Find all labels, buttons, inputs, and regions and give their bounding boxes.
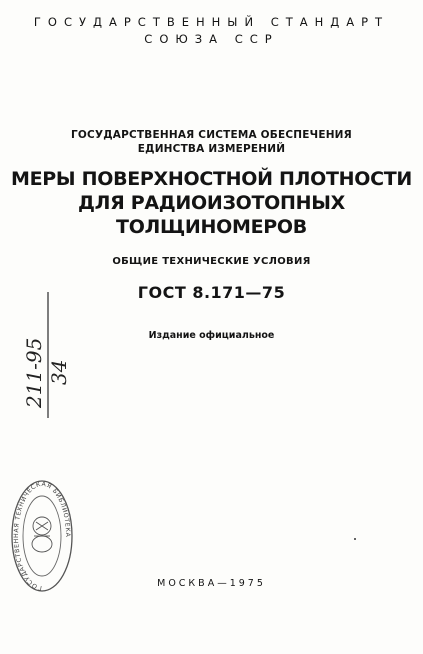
title-line-1: МЕРЫ ПОВЕРХНОСТНОЙ ПЛОТНОСТИ <box>11 168 412 190</box>
header-line-2: СОЮЗА ССР <box>144 32 279 46</box>
handwritten-note-bottom: 34 <box>47 359 71 385</box>
edition-label: Издание официальное <box>148 330 275 341</box>
system-line-1: ГОСУДАРСТВЕННАЯ СИСТЕМА ОБЕСПЕЧЕНИЯ <box>71 129 352 141</box>
stamp-text: ГОСУДАРСТВЕННАЯ ТЕХНИЧЕСКАЯ БИБЛИОТЕКА <box>13 480 72 592</box>
system-line-2: ЕДИНСТВА ИЗМЕРЕНИЙ <box>137 143 286 155</box>
handwritten-note-top: 211-95 <box>22 337 46 408</box>
gost-number: ГОСТ 8.171—75 <box>137 283 286 302</box>
document-subtitle: ОБЩИЕ ТЕХНИЧЕСКИЕ УСЛОВИЯ <box>112 256 311 267</box>
title-line-3: ТОЛЩИНОМЕРОВ <box>116 216 307 238</box>
handwritten-note <box>22 290 71 420</box>
title-line-2: ДЛЯ РАДИОИЗОТОПНЫХ <box>78 192 345 214</box>
footer-city-year: МОСКВА—1975 <box>157 578 266 589</box>
speck <box>354 538 356 540</box>
header-line-1: ГОСУДАРСТВЕННЫЙ СТАНДАРТ <box>33 15 390 29</box>
